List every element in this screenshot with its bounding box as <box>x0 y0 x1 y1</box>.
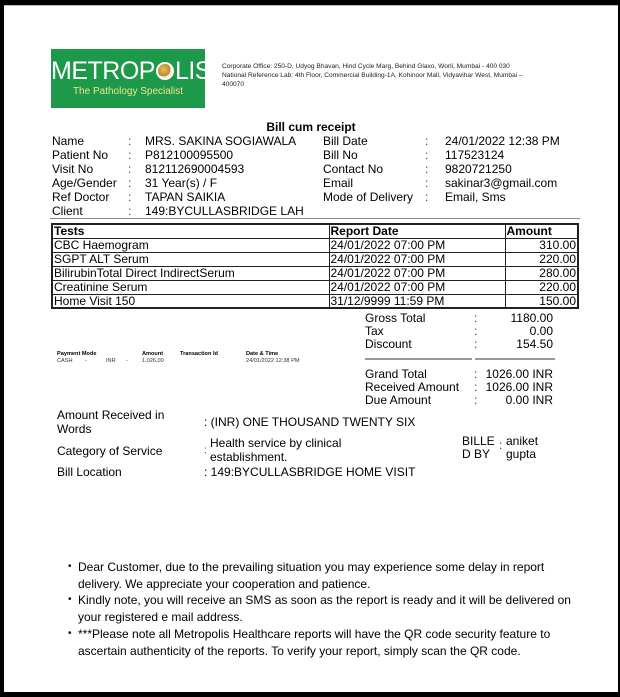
info-label: Contact No <box>323 162 384 176</box>
report-date: 24/01/2022 07:00 PM <box>329 238 505 252</box>
colon: : <box>128 148 132 162</box>
info-value: Email, Sms <box>445 190 506 204</box>
receipt-page <box>4 5 618 692</box>
category-label: Category of Service <box>57 444 163 458</box>
info-row-patient-no <box>52 148 322 162</box>
dash: - <box>85 358 87 364</box>
total-label: Received Amount <box>365 380 460 394</box>
colon: : <box>425 162 429 176</box>
colon: : <box>499 438 503 452</box>
info-row-name <box>52 134 322 148</box>
test-amount: 220.00 <box>505 252 578 266</box>
address-line: Corporate Office: 250-D, Udyog Bhavan, Hind Cycle Marg, Behind Glaxo, Worli, Mumbai - 400 030 <box>222 63 510 70</box>
info-row-bill-date <box>323 134 583 148</box>
column-header-amount: Amount <box>505 224 578 238</box>
info-row-client <box>52 204 322 218</box>
total-label: Grand Total <box>365 367 427 381</box>
info-row-mode-of-delivery <box>323 190 583 204</box>
subtotals <box>361 312 561 351</box>
report-date: 31/12/9999 11:59 PM <box>329 294 505 308</box>
colon: : <box>128 176 132 190</box>
total-row-discount <box>361 338 561 351</box>
total-value: 0.00 <box>529 324 553 338</box>
colon: : <box>425 190 429 204</box>
billed-by-value: aniket gupta <box>506 434 539 461</box>
info-label: Name <box>52 134 85 148</box>
final-totals <box>361 368 561 407</box>
date-time-header: Date & Time <box>246 351 279 357</box>
info-label: Visit No <box>52 162 94 176</box>
info-label: Bill No <box>323 148 358 162</box>
info-value: 149:BYCULLASBRIDGE LAH <box>145 204 304 218</box>
info-row-bill-no <box>323 148 583 162</box>
divider <box>50 218 580 219</box>
note-item: • ***Please note all Metropolis Healthcare reports will have the QR code security feature to ascertain authenticity of the reports. To verify your report, simply scan the QR code. <box>66 626 586 659</box>
transaction-id-header: Transaction Id <box>180 351 218 357</box>
info-row-visit-no <box>52 162 322 176</box>
info-label: Ref Doctor <box>52 190 110 204</box>
total-value: 0.00 INR <box>505 393 553 407</box>
total-value: 154.50 <box>516 337 553 351</box>
total-value: 1026.00 INR <box>485 367 553 381</box>
total-row-due <box>361 394 561 407</box>
microscope-slide-icon <box>156 62 174 80</box>
colon: : <box>425 148 429 162</box>
table-header-row <box>52 224 578 238</box>
payment-date-time: 24/01/2022 12:38 PM <box>246 358 300 364</box>
words-label: Amount Received in Words <box>57 408 165 436</box>
tests-table <box>51 223 579 309</box>
report-date: 24/01/2022 07:00 PM <box>329 280 505 294</box>
office-address <box>222 62 582 89</box>
customer-notes <box>66 559 586 659</box>
address-line: 400070 <box>222 81 245 88</box>
bill-info <box>323 134 583 204</box>
total-label: Tax <box>365 324 384 338</box>
colon: : <box>474 337 478 351</box>
total-label: Due Amount <box>365 393 432 407</box>
info-row-ref-doctor <box>52 190 322 204</box>
test-name: CBC Haemogram <box>52 238 329 252</box>
billed-by-label: BILLED BY <box>462 434 495 461</box>
note-item: • Dear Customer, due to the prevailing situation you may experience some delay in report delivery. We appreciate your cooperation and patience. <box>66 559 586 592</box>
test-amount: 150.00 <box>505 294 578 308</box>
logo-word-prefix: METROP <box>51 57 155 85</box>
info-value: 117523124 <box>445 148 505 162</box>
colon: : <box>128 162 132 176</box>
payment-mode: CASH <box>57 358 73 364</box>
info-value: TAPAN SAIKIA <box>145 190 226 204</box>
payment-amount: 1,026.00 <box>142 358 164 364</box>
colon: : <box>425 176 429 190</box>
metropolis-logo <box>51 49 211 108</box>
logo-tagline: The Pathology Specialist <box>72 86 184 97</box>
total-label: Gross Total <box>365 311 426 325</box>
info-row-email <box>323 176 583 190</box>
location-label: Bill Location <box>57 465 122 479</box>
info-label: Age/Gender <box>52 176 117 190</box>
payment-currency: INR <box>106 358 116 364</box>
colon: : <box>204 445 207 456</box>
colon: : <box>474 324 478 338</box>
info-row-contact-no <box>323 162 583 176</box>
test-name: SGPT ALT Serum <box>52 252 329 266</box>
test-name: Home Visit 150 <box>52 294 329 308</box>
logo-wordmark <box>51 57 211 85</box>
colon: : <box>474 380 478 394</box>
total-value: 1180.00 <box>510 311 553 325</box>
colon: : <box>128 190 132 204</box>
colon: : <box>425 134 429 148</box>
test-amount: 280.00 <box>505 266 578 280</box>
info-row-age-gender <box>52 176 322 190</box>
payment-mode-header: Payment Mode <box>57 351 97 357</box>
words-value: : (INR) ONE THOUSAND TWENTY SIX <box>204 415 416 429</box>
test-amount: 310.00 <box>505 238 578 252</box>
totals-divider-right <box>475 358 555 360</box>
test-name: BilirubinTotal Direct IndirectSerum <box>52 266 329 280</box>
table-row <box>52 252 578 266</box>
colon: : <box>474 311 478 325</box>
column-header-tests: Tests <box>52 224 329 238</box>
info-value: 31 Year(s) / F <box>145 176 218 190</box>
total-value: 1026.00 INR <box>485 380 553 394</box>
info-label: Patient No <box>52 148 109 162</box>
table-row <box>52 294 578 308</box>
colon: : <box>128 134 132 148</box>
colon: : <box>128 204 132 218</box>
info-label: Mode of Delivery <box>323 190 414 204</box>
info-value: P812100095500 <box>145 148 234 162</box>
address-line: National Reference Lab: 4th Floor, Commercial Building-1A, Kohinoor Mall, Vidyavihar West, Mumbai – <box>222 72 523 79</box>
info-label: Client <box>52 204 83 218</box>
info-value: MRS. SAKINA SOGIAWALA <box>145 134 297 148</box>
report-date: 24/01/2022 07:00 PM <box>329 266 505 280</box>
category-value: Health service by clinical establishment. <box>210 436 342 464</box>
logo-word-suffix: LIS <box>174 57 211 85</box>
table-row <box>52 280 578 294</box>
colon: : <box>474 367 478 381</box>
total-label: Discount <box>365 337 412 351</box>
payment-amount-header: Amount <box>142 351 164 357</box>
table-row <box>52 238 578 252</box>
test-name: Creatinine Serum <box>52 280 329 294</box>
dash: - <box>126 358 128 364</box>
totals-divider-left <box>365 358 472 360</box>
column-header-report-date: Report Date <box>329 224 505 238</box>
info-value: 9820721250 <box>445 162 512 176</box>
info-value: 24/01/2022 12:38 PM <box>445 134 560 148</box>
colon: : <box>474 393 478 407</box>
info-label: Email <box>323 176 354 190</box>
document-title: Bill cum receipt <box>266 120 356 134</box>
location-value: : 149:BYCULLASBRIDGE HOME VISIT <box>204 465 416 479</box>
info-value: 812112690004593 <box>145 162 245 176</box>
patient-info <box>52 134 322 218</box>
note-item: • Kindly note, you will receive an SMS as soon as the report is ready and it will be delivered on your registered e mail address. <box>66 592 586 625</box>
info-label: Bill Date <box>323 134 368 148</box>
table-row <box>52 266 578 280</box>
test-amount: 220.00 <box>505 280 578 294</box>
info-value: sakinar3@gmail.com <box>445 176 558 190</box>
report-date: 24/01/2022 07:00 PM <box>329 252 505 266</box>
